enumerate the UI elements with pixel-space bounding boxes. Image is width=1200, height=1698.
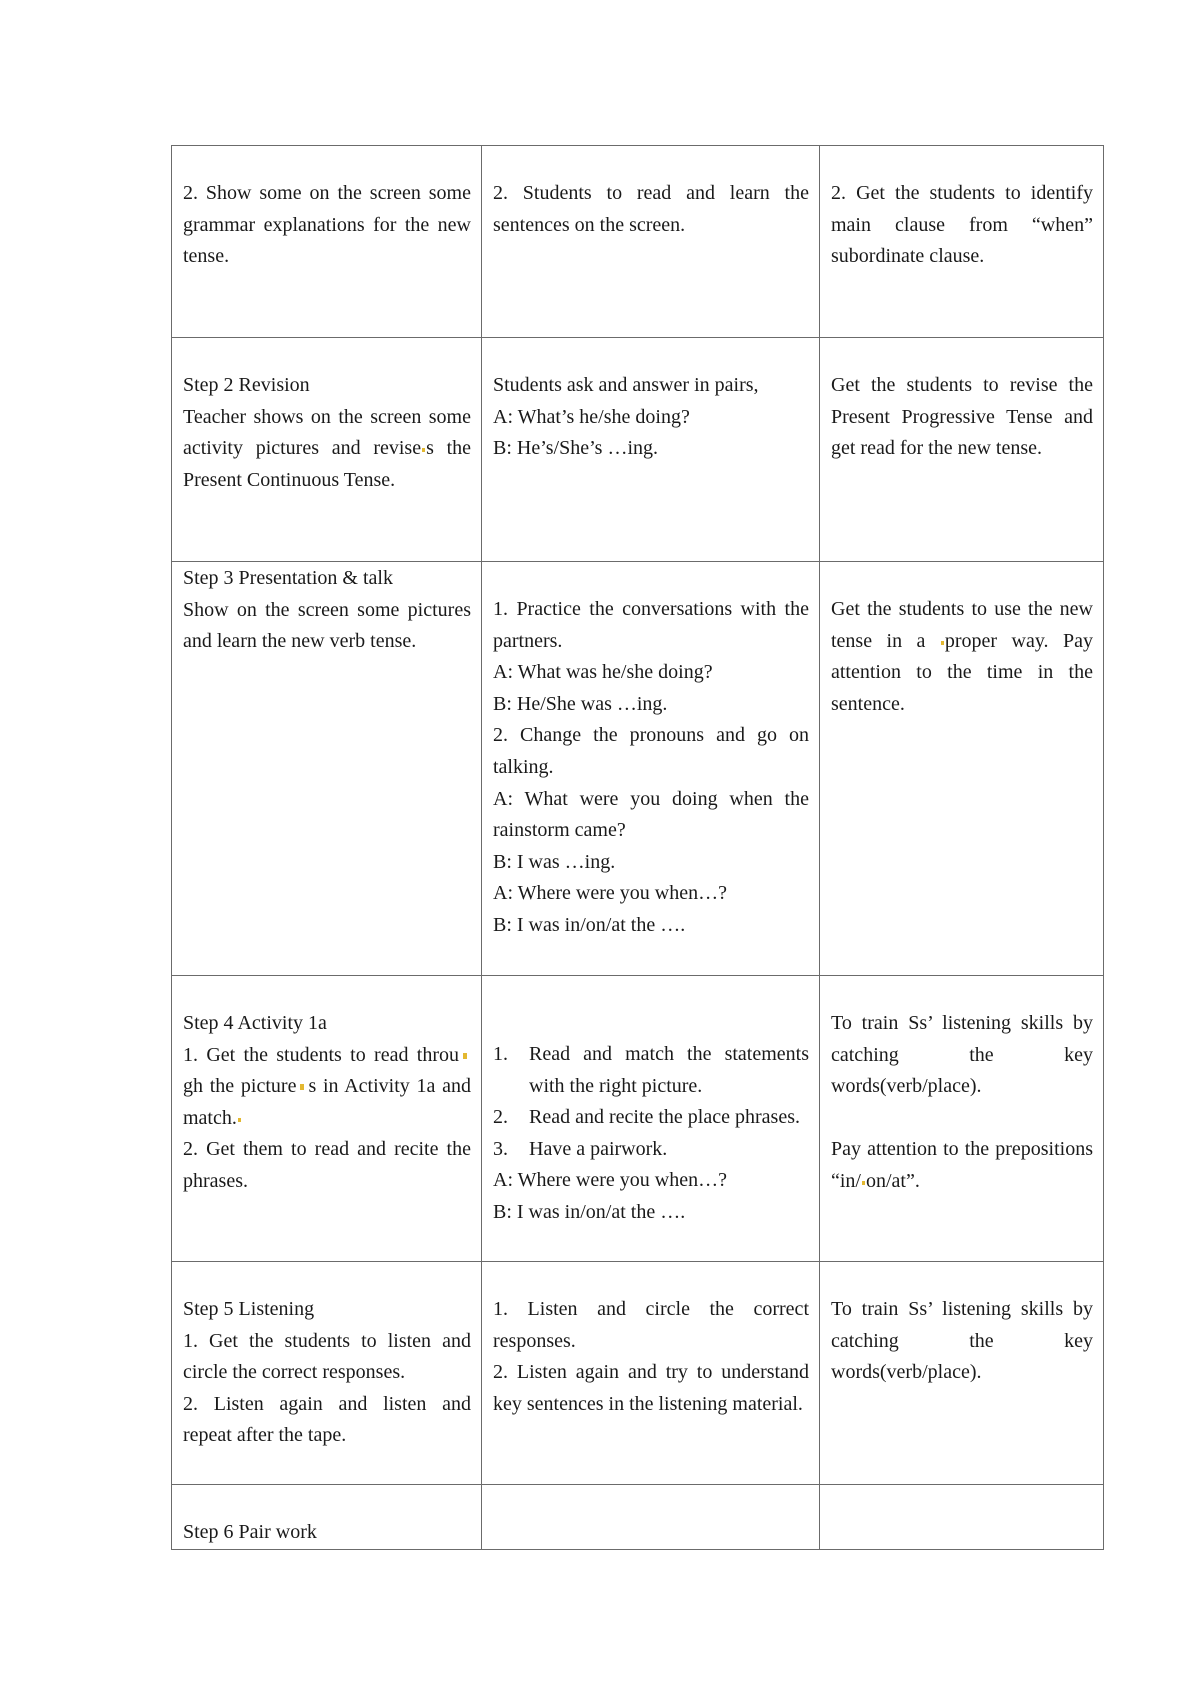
teacher-activity-cell bbox=[172, 1262, 482, 1485]
dialogue-line: B: He/She was …ing. bbox=[493, 692, 668, 715]
cell-text: 1. Listen and circle the correct responses. bbox=[493, 1298, 809, 1352]
student-activity-cell bbox=[482, 976, 820, 1262]
dialogue-line: B: I was …ing. bbox=[493, 850, 616, 873]
purpose-cell bbox=[820, 562, 1104, 976]
cell-text: Students ask and answer in pairs, bbox=[493, 374, 759, 396]
table-row bbox=[172, 1262, 1104, 1485]
cell-text: 2. Listen again and try to understand key sentences in the listening material. bbox=[493, 1361, 809, 1415]
dialogue-line: A: Where were you when…? bbox=[493, 1169, 727, 1192]
item-text: Have a pairwork. bbox=[529, 1137, 668, 1160]
item-text: Read and match the statements with the right picture. bbox=[529, 1043, 809, 1097]
step-title: Step 5 Listening bbox=[183, 1298, 315, 1320]
student-activity-cell bbox=[482, 1485, 820, 1550]
step-title: Step 2 Revision bbox=[183, 374, 310, 396]
cell-text bbox=[183, 1040, 471, 1135]
cell-text bbox=[183, 402, 471, 497]
table-row bbox=[172, 146, 1104, 338]
numbered-item bbox=[493, 1102, 809, 1134]
table-row bbox=[172, 338, 1104, 562]
cell-text: 2. Show some on the screen some grammar explanations for the new tense. bbox=[183, 182, 471, 268]
cell-text: 2. Listen again and listen and repeat after the tape. bbox=[183, 1392, 471, 1447]
lesson-plan-table bbox=[171, 145, 1104, 1550]
teacher-activity-cell bbox=[172, 1485, 482, 1550]
dialogue-line: B: I was in/on/at the …. bbox=[493, 1200, 686, 1223]
cell-text: To train Ss’ listening skills by catching the key words(verb/place). bbox=[831, 1298, 1093, 1384]
table-row bbox=[172, 1485, 1104, 1550]
cell-text-part: Get the students to use the new tense in a bbox=[831, 598, 1093, 652]
table-row bbox=[172, 976, 1104, 1262]
numbered-item bbox=[493, 1039, 809, 1102]
cell-text: 2. Get them to read and recite the phrases. bbox=[183, 1138, 471, 1192]
item-text: Read and recite the place phrases. bbox=[529, 1106, 800, 1129]
dialogue-line: B: I was in/on/at the …. bbox=[493, 913, 686, 936]
edit-mark bbox=[463, 1053, 467, 1059]
dialogue-line: A: What was he/she doing? bbox=[493, 661, 713, 684]
cell-text bbox=[831, 1134, 1093, 1197]
purpose-cell bbox=[820, 1485, 1104, 1550]
purpose-cell bbox=[820, 338, 1104, 562]
step-title: Step 6 Pair work bbox=[183, 1521, 317, 1543]
teacher-activity-cell bbox=[172, 562, 482, 976]
spacer bbox=[831, 1103, 1093, 1135]
dialogue-line: A: What’s he/she doing? bbox=[493, 405, 690, 428]
cell-text: Get the students to revise the Present Progressive Tense and get read for the new tense. bbox=[831, 374, 1093, 460]
cell-text-part: s the Present Continuous Tense. bbox=[183, 437, 472, 491]
cell-text: 1. Practice the conversations with the partners. bbox=[493, 598, 809, 652]
cell-text-part: on/at”. bbox=[866, 1169, 920, 1192]
cell-text-part: 1. Get the students to read throu bbox=[183, 1043, 459, 1066]
cell-text-part: Pay attention to the prepositions “in/ bbox=[831, 1138, 1093, 1192]
teacher-activity-cell bbox=[172, 338, 482, 562]
edit-mark bbox=[862, 1181, 865, 1185]
teacher-activity-cell bbox=[172, 976, 482, 1262]
dialogue-line: A: What were you doing when the rainstorm came? bbox=[493, 787, 809, 842]
dialogue-line: B: He’s/She’s …ing. bbox=[493, 437, 659, 460]
cell-text: To train Ss’ listening skills by catching the key words(verb/place). bbox=[831, 1012, 1093, 1098]
step-title: Step 3 Presentation & talk bbox=[183, 567, 393, 589]
student-activity-cell bbox=[482, 146, 820, 338]
student-activity-cell bbox=[482, 338, 820, 562]
edit-mark bbox=[941, 641, 944, 645]
table-row bbox=[172, 562, 1104, 976]
item-number: 3. bbox=[493, 1137, 508, 1160]
cell-text-part: gh the picture bbox=[183, 1075, 297, 1098]
purpose-cell bbox=[820, 976, 1104, 1262]
cell-text: 2. Get the students to identify main clause from “when” subordinate clause. bbox=[831, 182, 1093, 268]
cell-text-part: Teacher shows on the screen some activity pictures and revise bbox=[183, 405, 471, 460]
cell-text: 1. Get the students to listen and circle the correct responses. bbox=[183, 1329, 471, 1384]
cell-text-part: proper way. Pay attention to the time in the sentence. bbox=[831, 629, 1094, 715]
item-number: 1. bbox=[493, 1043, 508, 1065]
dialogue-line: A: Where were you when…? bbox=[493, 882, 727, 905]
cell-text bbox=[831, 594, 1093, 720]
edit-mark bbox=[300, 1084, 304, 1090]
student-activity-cell bbox=[482, 562, 820, 976]
cell-text: 2. Change the pronouns and go on talking. bbox=[493, 724, 809, 778]
item-number: 2. bbox=[493, 1106, 508, 1129]
purpose-cell bbox=[820, 146, 1104, 338]
step-title: Step 4 Activity 1a bbox=[183, 1012, 327, 1034]
edit-mark bbox=[422, 448, 425, 452]
edit-mark bbox=[238, 1118, 241, 1122]
cell-text-part: s in Activity 1a and match. bbox=[183, 1075, 471, 1129]
purpose-cell bbox=[820, 1262, 1104, 1485]
numbered-item bbox=[493, 1134, 809, 1166]
lesson-plan-page bbox=[171, 145, 1094, 1550]
teacher-activity-cell bbox=[172, 146, 482, 338]
cell-text: 2. Students to read and learn the sentences on the screen. bbox=[493, 182, 809, 236]
cell-text: Show on the screen some pictures and learn the new verb tense. bbox=[183, 598, 471, 653]
student-activity-cell bbox=[482, 1262, 820, 1485]
